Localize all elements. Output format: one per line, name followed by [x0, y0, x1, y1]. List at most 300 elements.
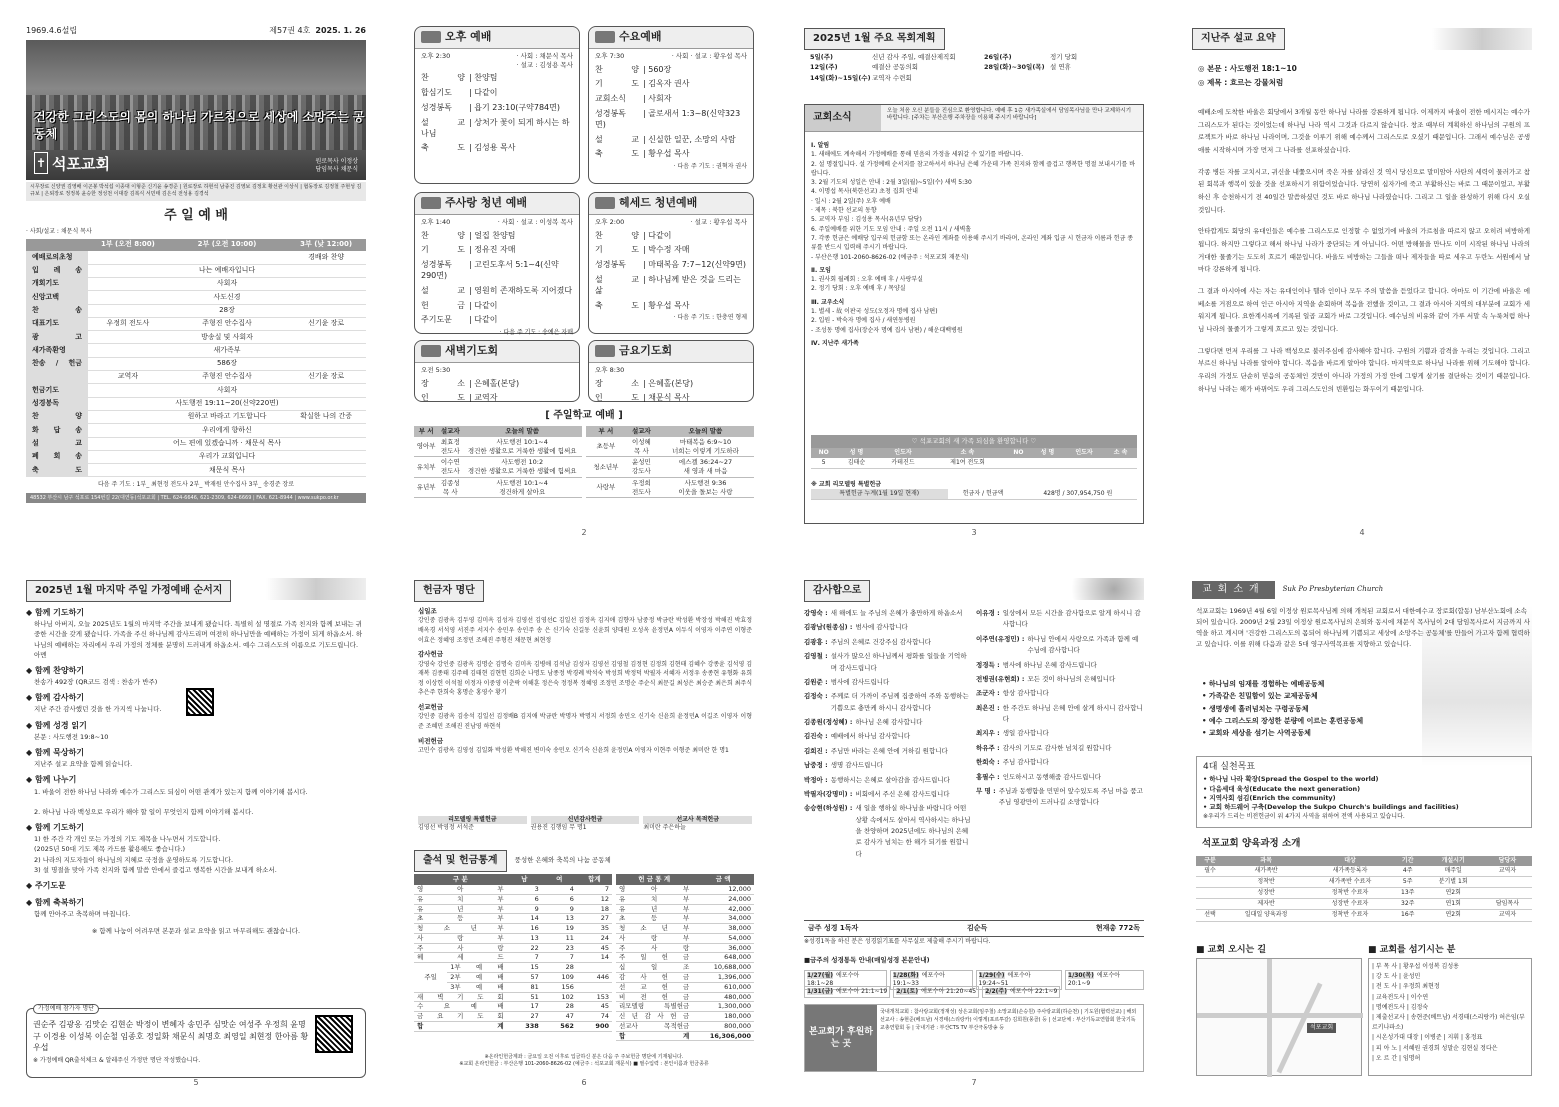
special-offering-names: 최미란 주은하늘: [643, 824, 686, 832]
item-value: | 얼집 찬양팀: [469, 230, 516, 240]
item-label: 성경봉독: [421, 102, 452, 112]
edu-cell: [1196, 877, 1224, 888]
item-label: 장 소: [595, 378, 639, 388]
attendance-total-cell: 338: [507, 1021, 542, 1031]
worship-step-heading: ◆ 함께 묵상하기: [26, 748, 85, 757]
thanks-item: [976, 772, 1144, 783]
service-label: 찬송 / 헌금: [26, 357, 88, 370]
offering-names-list: 강인중 김광옥 김송석 김일선 김정배B 김지애 박금란 박명자 박명지 서정희 송민오 신기숙 신윤희 윤정민A 이길조 이영자 이형준 조혜민 조해진 진남영 하현석: [418, 713, 752, 730]
offering-stat-label: 감 사 헌 금: [616, 972, 692, 982]
offering-stat-label: 청 소 년 부: [616, 924, 692, 934]
page-8-intro: [1192, 576, 1532, 1088]
attendance-header: 남: [507, 874, 542, 885]
bible-plan-date: 1/29(수): [978, 972, 1005, 979]
worship-step-body: 찬송가 492장 (QR코드 검색 : 찬송가 반주): [34, 678, 158, 687]
offering-title: 헌금자 명단: [414, 580, 484, 602]
thanks-message: 범사에 감사합니다: [855, 623, 908, 632]
news-line: 2. 설 명절입니다. 설 가정예배 순서지를 참고하셔서 하나님 은혜 가운데 가족 친지와 함께 즐겁고 행복한 명절 보내시기를 바랍니다.: [811, 160, 1136, 177]
family-worship-body: [26, 602, 366, 936]
page-1-cover: [26, 26, 366, 538]
service-row: [26, 410, 366, 423]
item-value: | 김성용 목사: [469, 143, 516, 153]
thanks-name: 정경득 :: [976, 660, 1000, 669]
edu-cell: 선택: [1196, 910, 1224, 921]
new-family-table: [811, 448, 1137, 469]
service-item: [421, 393, 573, 404]
thanks-item: [804, 677, 972, 688]
news-line: Ⅲ. 교우소식: [811, 298, 845, 306]
offering-total-cell: 합 계: [616, 1031, 692, 1041]
attendance-total-cell: 562: [542, 1021, 577, 1031]
thanks-message: 모든 것이 하나님의 은혜입니다: [1027, 674, 1116, 683]
worship-step-body: 함께 안아주고 축복하며 마칩니다.: [34, 910, 131, 919]
service-item: [421, 143, 573, 154]
service-header: 3부 (낮 12:00): [286, 239, 366, 250]
edu-cell: 새가족반: [1224, 866, 1308, 877]
attendance-row: [414, 933, 612, 943]
new-family-header: 성 명: [836, 448, 876, 458]
service-row: [26, 317, 366, 330]
thanks-item: [804, 691, 972, 714]
offering-stat-amount: 38,000: [692, 924, 754, 934]
edu-cell: 16주: [1392, 910, 1423, 921]
worship-step-body: 1) 한 주간 각 개인 또는 가정의 기도 제목을 나누면서 기도합니다. (2025년 50대 기도 제목 카드를 활용해도 좋습니다.) 2) 나라의 지도자들이 하나님의 지혜로 국정을 운영하도록 기도합니다. 3) 설 명절을 맞아 가족 친지와 함께 말씀 안에서 즐겁고 행복한 시간을 보내게 하소서.: [34, 835, 277, 874]
item-label: 설 교: [595, 134, 639, 144]
sunday-service-table: [26, 239, 366, 477]
service-header: 1부 (오전 8:00): [88, 239, 168, 250]
school-cell: 에스겔 36:24~27 새 영과 새 마음: [657, 457, 754, 478]
item-value: | 마태복음 7:7~12(신약9면): [643, 260, 746, 270]
thanks-message: 주께로 더 가까이 주님께 집중하여 주와 동행하는 기쁨으로 충만케 하시니 감사합니다: [830, 692, 969, 712]
edu-row: [1196, 877, 1532, 888]
service-item: [595, 135, 747, 146]
flower-icon: [595, 197, 615, 209]
service-item: [421, 245, 573, 256]
attendance-female: 11: [542, 933, 577, 943]
attendance-female: 6: [542, 894, 577, 904]
edu-cell: [1483, 877, 1532, 888]
volume: 제57권 4호: [269, 26, 311, 35]
offering-stat-row: [616, 972, 754, 982]
offering-stat-amount: 180,000: [692, 1012, 754, 1022]
attendance-total-row: [414, 1021, 612, 1031]
offering-names-list: 강인중 김광옥 김두영 김미옥 김성자 김영선 김영선C 김일선 김정옥 김지애 김향자 남중정 박금란 박성환 박장성 박해진 박효정 배옥경 서석영 서진주 서지수 송민우 송인주 송 은 신기숙 신길동 신윤희 양대원 오성옥 윤정민A 이두식 이영자 이주연 이형준 이효은 정혜영 조정민 조해진 주형진 채문현 최현정: [418, 617, 752, 644]
item-label: 찬 양: [595, 230, 639, 240]
offering-stat-row: [616, 953, 754, 963]
thanks-name: 홍필수 :: [976, 772, 1000, 781]
attendance-female: 47: [542, 1012, 577, 1022]
practice-item: • 지역사회 섬김(Enrich the community): [1203, 793, 1336, 802]
item-value: | 채문식 목사: [643, 393, 690, 403]
bible-reading-cell: 김순득: [966, 924, 988, 932]
service-cell: 신기윤 장로: [286, 371, 366, 384]
sunrise-icon: [421, 345, 441, 357]
service-cell: 우정희 전도사: [88, 317, 168, 330]
service-item: [595, 65, 747, 76]
service-cell: 원하고 바라고 기도합니다: [168, 410, 286, 423]
school-header: 부 서: [414, 426, 438, 437]
offering-stat-label: 사 랑 부: [616, 933, 692, 943]
item-label: 주기도문: [421, 315, 452, 325]
offering-stat-label: 유 년 부: [616, 904, 692, 914]
service-item: [421, 260, 573, 282]
thanks-name: 김원준 :: [804, 677, 828, 686]
service-label: 헌금기도: [26, 384, 88, 397]
sunday-school-table-left: [414, 426, 582, 498]
offering-stat-row: [616, 933, 754, 943]
offering-stat-label: 리모델링 특별헌금: [616, 1002, 692, 1012]
news-line: - 부산은행 101-2060-8626-02 (예금주 : 석포교회 재문식): [811, 253, 969, 261]
new-family-header: 인도자: [877, 448, 930, 458]
worship-step-heading: ◆ 주기도문: [26, 880, 66, 890]
worship-step-heading: ◆ 함께 축복하기: [26, 898, 85, 908]
edu-cell: 필수: [1196, 866, 1224, 877]
thanks-name: 김종원(정성혜) :: [804, 718, 853, 726]
sunday-school-title: [ 주일학교 예배 ]: [545, 410, 623, 421]
service-label: 화 답 송: [26, 424, 88, 437]
bible-reading-row: [804, 920, 1144, 937]
service-item: [421, 301, 573, 312]
item-label: 설 교: [595, 275, 639, 284]
service-item: [421, 231, 573, 242]
item-value: | 다같이: [643, 230, 672, 240]
attendance-row: [414, 885, 612, 895]
service-cell: 나는 예배자입니다: [88, 264, 366, 277]
attendance-row: [414, 943, 612, 953]
bible-plan-day: [982, 986, 1060, 998]
service-label: 찬 송: [26, 304, 88, 317]
school-cell: 최효정 전도사: [438, 437, 462, 457]
news-line: Ⅰ. 알림: [811, 142, 830, 149]
five-goals: [1202, 678, 1363, 739]
service-label: 성경봉독: [26, 397, 88, 410]
sermon-body: [1198, 106, 1530, 404]
page-3-news: [804, 26, 1144, 538]
offering-stats-table: [616, 874, 754, 1041]
service-item: [595, 109, 747, 131]
new-family-cell: 제1여 전도회: [929, 458, 1006, 469]
directions-map: [1196, 958, 1362, 1076]
attendance-male: 3: [507, 885, 542, 895]
square-icon: ■: [1368, 945, 1380, 955]
afternoon-service-box: 오후 예배 오후 2:30 · 사회 : 채문식 목사 · 설교 : 김성용 목사 찬 양 | 찬양팀 합심기도 | 다같이 성경봉독 | 욥기 23:10(구약784면) 설 교 | 상처가 꽃이 되게 하시는 하나님 축 도 | 김성용 목사: [414, 26, 580, 184]
attendance-male: 9: [507, 904, 542, 914]
service-item: [595, 231, 747, 242]
congregation-photo: [26, 40, 366, 180]
staff-item: | 전 도 사 | 우정희 최현정: [1372, 983, 1440, 991]
thanks-name: 강영숙 :: [804, 609, 828, 617]
thanks-title: 감사합으로: [804, 580, 870, 602]
service-item: [421, 118, 573, 140]
goal-item: • 예수 그리스도의 장성한 분량에 이르는 훈련공동체: [1202, 716, 1364, 725]
bible-plan-date: 1/31(금): [807, 988, 833, 995]
thanks-message: 하나님 은혜 감사합니다: [855, 718, 923, 726]
thanks-item: [804, 746, 972, 757]
edu-cell: 교역자: [1483, 910, 1532, 921]
thanks-name: 하유주 :: [976, 743, 1000, 752]
thanks-message: 항상 감사합니다: [1002, 689, 1049, 698]
goal-item: • 교회와 세상을 섬기는 사역공동체: [1202, 729, 1311, 737]
item-label: 성경봉독: [595, 260, 626, 270]
flower-decoration: [266, 578, 366, 600]
item-value: | 골로새서 1:3~8(신약323면): [595, 109, 741, 129]
bible-plan-passage: 에포수아 19:1~33: [892, 972, 945, 988]
attendance-row: [414, 1002, 612, 1012]
offering-stat-row: [616, 914, 754, 924]
stats-header: 출석 및 헌금통계 풍성한 은혜와 축복의 나눔 공동체: [414, 850, 754, 872]
attendance-male: 13: [507, 933, 542, 943]
service-cell: 경배와 찬양: [286, 251, 366, 264]
thanks-message: 주님만 바라는 은혜 안에 거하길 원합니다: [830, 746, 948, 755]
offering-stat-amount: 1,396,000: [692, 972, 754, 982]
item-label: 설 교: [421, 285, 465, 295]
bible-plan-passage: 에포수아 21:1~19: [836, 988, 888, 995]
service-row: [26, 277, 366, 290]
item-value: | 황우섭 목사: [643, 149, 690, 159]
cross-icon: ✝: [34, 152, 48, 174]
edu-row: [1196, 899, 1532, 910]
attendance-female: 23: [542, 943, 577, 953]
thanks-item: [976, 608, 1144, 631]
item-value: | 사회자: [643, 94, 672, 104]
thanks-item: [976, 743, 1144, 754]
attendance-male: 16: [507, 924, 542, 934]
attendance-male: 7: [507, 953, 542, 963]
thanks-item: [804, 717, 972, 728]
offering-stat-row: [616, 1012, 754, 1022]
school-cell: 사도행전 9:36 이웃을 돌보는 사랑: [657, 477, 754, 498]
item-label: 기 도: [595, 79, 639, 89]
attendance-table: [414, 874, 612, 1032]
service-cell: 주형진 안수집사: [168, 317, 286, 330]
plan-event: 교역자 수련회: [872, 73, 912, 82]
special-offering-names: 김영선 박영정 서석준: [418, 824, 474, 832]
service-row: [26, 291, 366, 304]
service-item: [421, 286, 573, 297]
practice-box: 4대 실천목표 • 하나님 나라 확장(Spread the Gospel to the world) • 다음세대 육성(Educate the next generation) • 지역사회 섬김(Enrich the community) • 교회 하드웨어 구축(Develop the Sukpo Church's buildings and facilities) ※우리가 드리는 비전헌금이 위 4가지 사역을 위하여 전액 사용되고 있습니다.: [1196, 756, 1532, 828]
special-offering-names: 권용진 김행임 무 명1: [530, 824, 587, 832]
item-value: | 박수정 자매: [643, 245, 690, 255]
item-label: 헌 금: [421, 300, 465, 310]
thanks-name: 김영철 :: [804, 652, 828, 661]
attendance-total: 45: [577, 1002, 612, 1012]
attendance-label: 유 년 부: [414, 904, 507, 914]
service-cell: 교역자: [88, 371, 168, 384]
bible-note: ※성경1독을 하신 분은 성경읽기표를 사무실로 제출해 주시기 바랍니다.: [804, 938, 991, 945]
plan-event: 예결산 공동의회: [872, 63, 919, 72]
edu-cell: 4주: [1392, 866, 1423, 877]
thanks-item: [976, 757, 1144, 768]
bible-plan-date: 2/2(주): [985, 988, 1007, 995]
intro-header: 교회소개 Suk Po Presbyterian Church: [1192, 580, 1532, 600]
goal-item: • 생명생에 흘러넘치는 구령공동체: [1202, 704, 1309, 713]
worship-closing: ※ 함께 나눔이 어려우면 본문과 설교 요약을 읽고 마무리해도 괜찮습니다.: [91, 926, 301, 935]
page-4-sermon: [1192, 26, 1532, 538]
item-value: | 다같이: [469, 88, 498, 98]
offering-stat-label: 십 일 조: [616, 963, 692, 973]
school-cell: 이수연 전도사: [438, 457, 462, 478]
offering-stat-label: 유 치 부: [616, 894, 692, 904]
school-header: 설교자: [626, 426, 657, 437]
item-value: | 상처가 꽃이 되게 하시는 하나님: [421, 117, 570, 138]
item-value: | 영원히 존재하도록 지어졌다: [469, 285, 573, 295]
offering-stat-row: [616, 1021, 754, 1031]
bible-plan-date: 1/27(월): [807, 972, 833, 979]
offering-stat-amount: 42,000: [692, 904, 754, 914]
attendance-row: [414, 963, 612, 973]
thanks-message: 비회에서 주신 은혜 감사드립니다: [855, 789, 950, 798]
edu-cell: 분기별 1회: [1423, 877, 1482, 888]
elders-list: 시무장로 신양권 김영배 이곤봉 박석섭 이종대 이형준 신기윤 송경준 | 원로장로 하현석 남종진 김영보 김정호 황선관 이상식 | 협동장로 김정철 주현성 김규보 | 은퇴장로 정정복 윤승한 정성천 이대감 김복식 서민태 김은석 전성용 김경석: [26, 182, 366, 201]
welcome-intro: 오늘 처음 오신 분들을 진심으로 환영합니다. 예배 후 1층 새가족실에서 담임목사님을 만나 교제하시기 바랍니다. [주차는 부산은행 주차장을 이용해 주시기 바랍니다]: [881, 105, 1143, 131]
thanks-name: 이유경 :: [976, 609, 1000, 617]
item-label: 인 도: [421, 393, 465, 403]
offering-stat-label: 주 일 헌 금: [616, 953, 692, 963]
attendance-total: 7: [577, 885, 612, 895]
thanks-name: 최지우 :: [976, 729, 1000, 738]
offering-stat-amount: 800,000: [692, 1021, 754, 1031]
offering-stat-label: 선 교 헌 금: [616, 982, 692, 992]
attendance-total: [577, 982, 612, 992]
item-value: | 다같이: [469, 315, 498, 325]
offering-category: 감사헌금: [418, 650, 444, 659]
new-family-cell: 김태순: [836, 458, 876, 469]
bible-plan-day: [804, 986, 890, 998]
news-line: Ⅱ. 모임: [811, 266, 831, 274]
service-label: 개회기도: [26, 277, 88, 290]
school-row: [586, 477, 754, 498]
thanks-message: 생명 감사드립니다: [830, 761, 884, 770]
offering-stat-amount: 648,000: [692, 953, 754, 963]
bible-plan-row-2: [804, 986, 1144, 998]
remodel-cell: 특별헌금 누계(1월 19일 현재): [811, 489, 948, 500]
plan-item: [984, 62, 1144, 72]
edu-cell: 새가족반 수료자: [1308, 877, 1392, 888]
service-row: [26, 424, 366, 437]
plan-date: 14일(화)~15일(수): [810, 73, 871, 82]
participants-box: 가정예배 참가자 명단 권순주 김광옹 김맛순 김현순 박정이 변혜자 송민주 심맛순 여성주 우정희 윤명구 이경용 이성복 이순철 임종호 정일화 채문식 최명호 최영일 최현정 한아름 황우섭 ※ 가정예배 QR출석체크 & 알레주신 가정만 명단 작성했습니다.: [26, 1008, 366, 1078]
plan-date: 28일(화)~30일(목): [984, 63, 1045, 72]
church-photo-icon: [595, 31, 615, 43]
page-number: 2: [575, 528, 592, 538]
edu-header: 구분: [1196, 856, 1224, 866]
service-cell: 사회자: [88, 384, 366, 397]
worship-step-heading: ◆ 함께 나누기: [26, 775, 77, 785]
service-label: 신앙고백: [26, 291, 88, 304]
dawn-prayer-box: 새벽기도회 오전 5:30 장 소 | 은혜홀(본당) 인 도 | 교역자: [414, 340, 580, 402]
school-cell: 윤성민 강도사: [626, 457, 657, 478]
thanks-left-column: [804, 608, 972, 863]
item-value: | 욥기 23:10(구약784면): [469, 102, 560, 112]
practice-item: • 교회 하드웨어 구축(Develop the Sukpo Church's buildings and facilities): [1203, 803, 1459, 812]
staff-list: [1368, 958, 1532, 1076]
thanks-message: 동행하시는 은혜로 살아감을 감사드립니다: [830, 775, 950, 784]
thanks-item: [976, 688, 1144, 699]
attendance-male: 57: [507, 972, 542, 982]
item-label: 장 소: [421, 378, 465, 388]
thanks-name: 김진숙 :: [804, 732, 828, 741]
attendance-label: 영 아 부: [414, 885, 507, 895]
plan-item: [810, 62, 980, 72]
service-label: 대표기도: [26, 317, 88, 330]
edu-title: 석포교회 양육과정 소개: [1202, 838, 1301, 849]
new-family-header: 인도자: [1064, 448, 1104, 458]
page-title: 주 일 예 배: [164, 207, 228, 223]
edu-cell: [1196, 899, 1224, 910]
attendance-header: 구 분: [414, 874, 507, 885]
edu-row: [1196, 866, 1532, 877]
service-row: [26, 251, 366, 264]
item-value: | 황우섭 목사: [643, 300, 690, 310]
school-cell: 마태복음 6:9~10 너희는 이렇게 기도하라: [657, 437, 754, 457]
bible-plan-passage: 에포수아 20:1~9: [1067, 972, 1121, 988]
attendance-label: 사 랑 부: [414, 933, 507, 943]
news-title: 교회소식: [805, 105, 881, 131]
attendance-male: 6: [507, 894, 542, 904]
attendance-label: 주 사 랑: [414, 943, 507, 953]
attendance-label: 초 등 부: [414, 914, 507, 924]
service-cell: [88, 251, 168, 264]
service-label: 찬 양: [26, 410, 88, 423]
attendance-label: 1부 예 배: [447, 963, 506, 973]
sermon-paragraph: 그렇다면 먼저 우리를 그 나라 백성으로 불러주심에 감사해야 합니다. 구원의 기쁨과 감격을 누리는 것입니다. 그리고 부르신 하나님 나라를 알아야 합니다. 복음을 바르게 알아야 합니다. 마지막으로 하나님 나라를 위해 기도해야 합니다. 우리의 가정도 단순히 믿음의 공동체인 것만이 아니라 가정의 가정 안에 그렇게 살기를 결단하는 것이기 때문입니다. 하나님 나라는 해가 바뀌어도 우리 그리스도인의 빈환입는 화두이기 때문입니다.: [1198, 346, 1530, 393]
edu-cell: 연2회: [1423, 910, 1482, 921]
service-cell: 사도행전 19:11~20(신약220면): [88, 397, 366, 410]
offering-names-list: 고민수 김광옥 김영성 김일화 박성환 박해진 변미숙 송민오 신기숙 신윤희 윤정민A 이영자 이현주 이형준 최미란 한 명1: [418, 746, 729, 754]
edu-cell: 32주: [1392, 899, 1423, 910]
page-5-family-worship: [26, 576, 366, 1088]
church-name: 석포교회: [52, 154, 110, 173]
attendance-male: 17: [507, 1002, 542, 1012]
thanks-message: 새 일을 행하실 하나님을 바랍니다 어떤 상황 속에서도 살아서 역사하시는 하나님을 찬양하며 2025년에도 하나님의 은혜로 감사가 넘치는 한 해가 되기를 원합니다: [855, 804, 971, 858]
practice-item: • 하나님 나라 확장(Spread the Gospel to the world): [1203, 775, 1379, 784]
page-7-thanks: [804, 576, 1144, 1088]
thanks-message: 한 주간도 하나님 은혜 안에 살게 하시니 감사합니다: [1002, 703, 1143, 723]
bible-plan-passage: 에포수아 19:24~51: [978, 972, 1031, 988]
attendance-female: 4: [542, 885, 577, 895]
hymn-qr-code: [186, 688, 214, 716]
item-value: | 정유진 자매: [469, 245, 516, 255]
item-label: 찬 양: [421, 230, 465, 240]
worship-step-heading: ◆ 함께 기도하기: [26, 608, 85, 617]
school-row: [586, 437, 754, 457]
offering-stat-row: [616, 943, 754, 953]
school-cell: 우정희 전도사: [626, 477, 657, 498]
school-cell: 유년부: [414, 477, 438, 498]
news-line: 4. 이명섭 목사(북한선교) 초청 집회 안내: [811, 188, 918, 196]
service-leader-note: · 사회/설교 : 채문식 목사: [26, 228, 92, 236]
thanks-name: 김희진 :: [804, 746, 828, 755]
service-item: [421, 73, 573, 84]
service-item: [595, 149, 747, 160]
service-header: 2부 (오전 10:00): [168, 239, 286, 250]
worship-step-heading: ◆ 함께 찬양하기: [26, 665, 85, 675]
sermon-paragraph: 각종 병든 자를 고치시고, 귀신을 내쫓으시며 죽은 자를 살리신 것 역시 당신으로 말미암아 사탄의 세력이 물러가고 참된 회복과 행복이 있을 것을 선포하시기 위함이었습니다. 당연히 십자가에 죽고 부활하신는 바로 그 때문이었고, 부활하신 후 승천하시기 전 40일간 말씀하셨던 것도 바로 하나님 나라였습니다. 그리고 그 일을 완성하기 위해 다시 오실 것입니다.: [1198, 167, 1530, 214]
plan-event: 설 연휴: [1050, 63, 1071, 72]
thanks-name: 박정아 :: [804, 775, 828, 784]
worship-step-body: 1. 바울이 전한 하나님 나라와 예수가 그리스도 되심이 어떤 관계가 있는지 함께 이야기해 봅시다. 2. 하나님 나라 백성으로 우리가 해야 할 일이 무엇인지 함께 이야기해 봅시다.: [34, 787, 308, 816]
staff-item: | 오 르 간 | 임명허: [1372, 1054, 1421, 1062]
item-value: | 김옥자 권사: [643, 79, 690, 89]
attendance-total: 45: [577, 943, 612, 953]
attendance-total-cell: 900: [577, 1021, 612, 1031]
attendance-female: 156: [542, 982, 577, 992]
thanks-message: 하나님 안에서 사랑으로 가족과 함께 예수님에 감사합니다: [1027, 634, 1139, 655]
attendance-label: 헤 세 드: [414, 953, 507, 963]
worship-step-heading: ◆ 함께 감사하기: [26, 693, 85, 703]
service-cell: [168, 251, 286, 264]
offering-names: [418, 602, 752, 756]
